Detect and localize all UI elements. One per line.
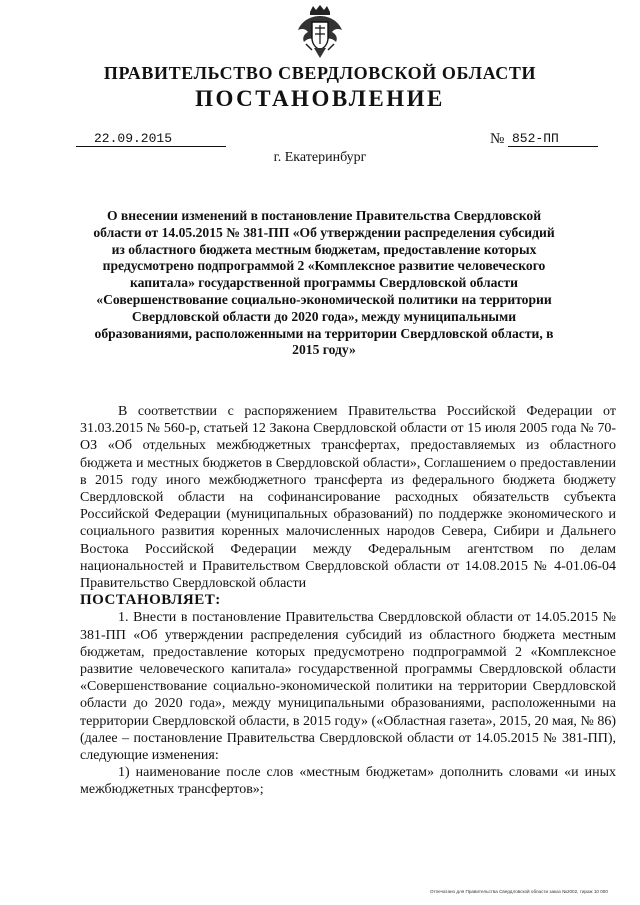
item-1-paragraph: 1. Внести в постановление Правительства Свердловской области от 14.05.2015 № 381-ПП «Об утверждении распределения субсидий из областного бюджета местным бюджетам, предоставление которых предусмотрено подпрограммой 2 «Комплексное развитие человеческого капитала» государственной программы Свердловской области «Совершенствование социально-экономической политики на территории Свердловской области до 2020 года», между муниципальными образованиями, расположенными на территории Свердловской области, в 2015 году» («Областная газета», 2015, 20 мая, № 86) (далее – постановление Правительства Свердловской области от 14.05.2015 № 381-ПП), следующие изменения: [80, 610, 616, 764]
document-date: 22.09.2015 [76, 131, 226, 147]
government-title: ПРАВИТЕЛЬСТВО СВЕРДЛОВСКОЙ ОБЛАСТИ [103, 63, 537, 83]
document-type: ПОСТАНОВЛЕНИЕ [195, 86, 445, 111]
preamble-paragraph: В соответствии с распоряжением Правительства Российской Федерации от 31.03.2015 № 560-р, статьей 12 Закона Свердловской области от 15 июля 2005 года № 70-ОЗ «Об отдельных межбюджетных трансфертах, предоставляемых из областного бюджета и местных бюджетов в Свердловской области», Соглашением о предоставлении в 2015 году иного межбюджетного трансферта из федерального бюджета бюджету Свердловской области на софинансирование расходных обязательств субъекта Российской Федерации (муниципальных образований) по поддержке экономического и социального развития коренных малочисленных народов Севера, Сибири и Дальнего Востока Российской Федерации между Федеральным агентством по делам национальностей и Правительством Свердловской области от 14.08.2015 № 4-01.06-04 Правительство Свердловской области [80, 404, 616, 592]
postanovlyaet-label: ПОСТАНОВЛЯЕТ: [80, 592, 221, 609]
document-body [80, 403, 616, 799]
number-sign: № [490, 131, 505, 147]
item-1-1-paragraph: 1) наименование после слов «местным бюджетам» дополнить словами «и иных межбюджетных трансфертов»; [80, 765, 616, 798]
document-heading: О внесении изменений в постановление Правительства Свердловской области от 14.05.2015 № 381-ПП «Об утверждении распределения субсидий из областного бюджета местным бюджетам, предоставление которых предусмотрено подпрограммой 2 «Комплексное развитие человеческого капитала» государственной программы Свердловской области «Совершенствование социально-экономической политики на территории Свердловской области до 2020 года», между муниципальными образованиями, расположенными на территории Свердловской области, в 2015 году» [93, 208, 555, 358]
coat-of-arms-icon [296, 4, 344, 60]
print-note: Отпечатано для Правительства Свердловской области заказ №2002, тираж 10 000 [430, 889, 608, 894]
city-label: г. Екатеринбург [273, 150, 367, 165]
document-number: 852-ПП [508, 131, 598, 147]
